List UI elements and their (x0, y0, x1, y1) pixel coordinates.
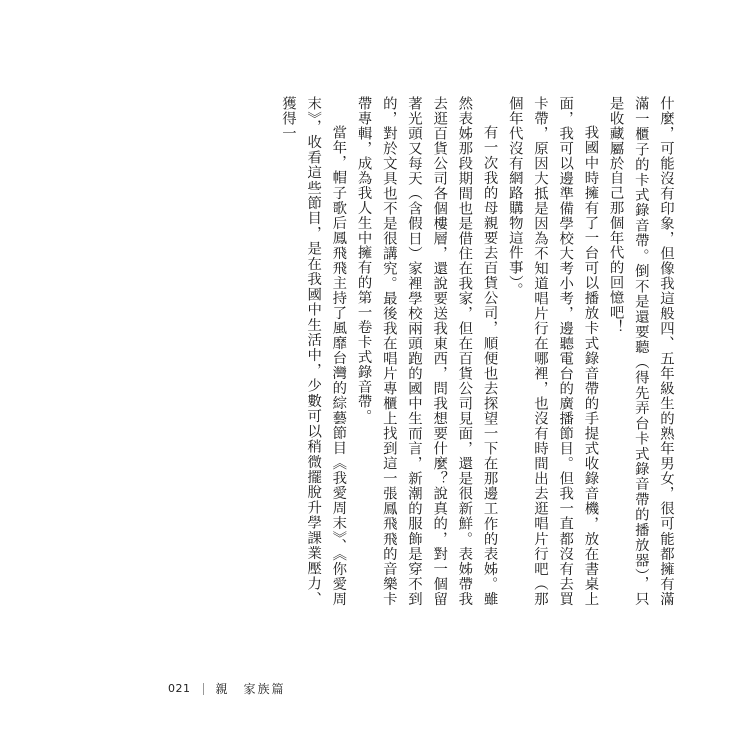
footer-divider (203, 683, 204, 695)
page-footer (168, 680, 286, 697)
paragraph-1: 什麼，可能沒有印象，但像我這般四、五年級生的熟年男女，很可能都擁有滿滿一櫃子的卡式錄音帶。倒不是還要聽（得先弄台卡式錄音帶的播放器），只是收藏屬於自己那個年代的回憶吧！ (607, 96, 674, 606)
paragraph-4: 當年，帽子歌后鳳飛飛主持了風靡台灣的綜藝節目《我愛周末》、《你愛周末》，收看這些節目，是在我國中生活中，少數可以稍微擺脫升學課業壓力、獲得一 (279, 96, 347, 606)
page-number: 021 (168, 682, 191, 695)
body-text (68, 96, 678, 606)
paragraph-2: 我國中時擁有了一台可以播放卡式錄音帶的手提式收錄音機，放在書桌上面，我可以邊準備學校大考小考，邊聽電台的廣播節目。但我一直都沒有去買卡帶，原因大抵是因為不知道唱片行在哪裡，也沒有時間出去逛唱片行吧（那個年代沒有網路購物這件事）。 (506, 96, 599, 606)
paragraph-3: 有一次我的母親要去百貨公司，順便也去探望一下在那邊工作的表姊。雖然表姊那段期間也是借住在我家，但在百貨公司見面，還是很新鮮。表姊帶我去逛百貨公司各個樓層，還說要送我東西，問我想要什麼？說真的，對一個留著光頭又每天（含假日）家裡學校兩頭跑的國中生而言，新潮的服飾是穿不到的，對於文具也不是很講究。最後我在唱片專櫃上找到這一張鳳飛飛的音樂卡帶專輯，成為我人生中擁有的第一卷卡式錄音帶。 (355, 96, 498, 606)
chapter-title: 親 家族篇 (215, 682, 286, 696)
